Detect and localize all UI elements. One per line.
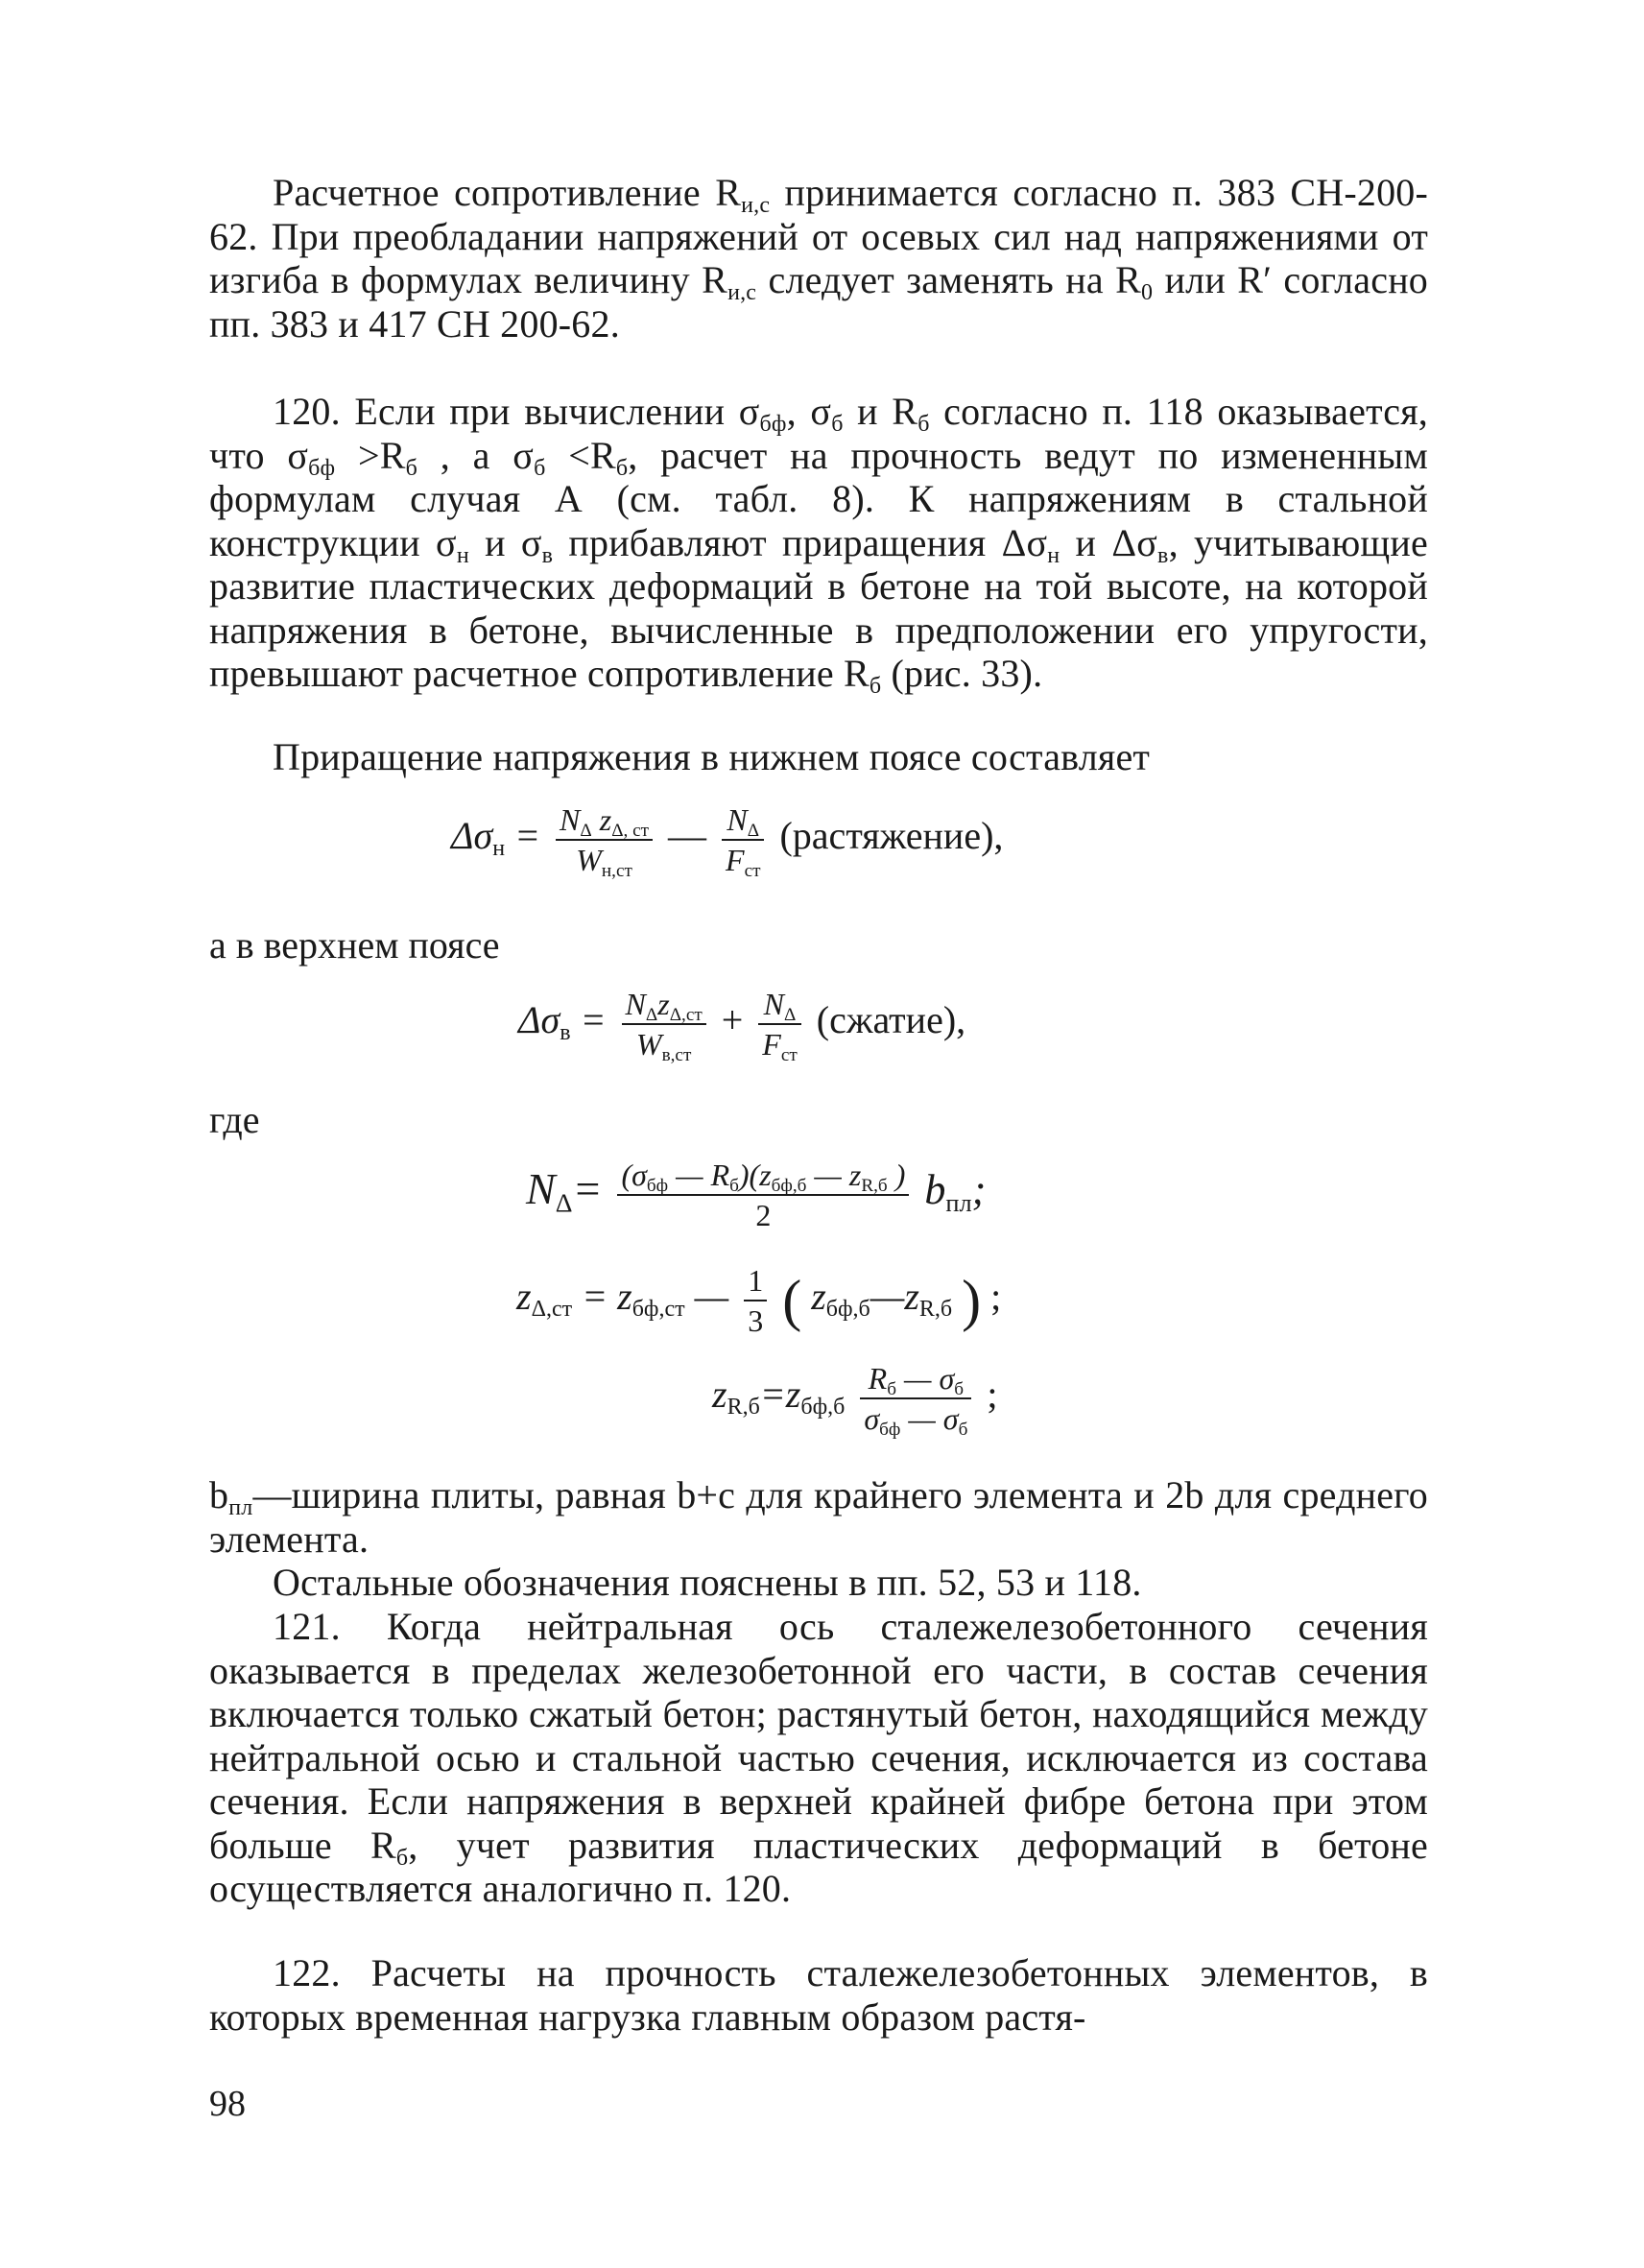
operator: + — [721, 998, 744, 1042]
paragraph-121: 121. Когда нейтральная ось сталежелезобетонного сечения оказывается в пределах железобетонной его части, в состав сечения включается только сжатый бетон; растянутый бетон, находящийся между нейтральной осью и стальной частью сечения, исключается из состава сечения. Если напряжения в верхней крайней фибре бетона при этом больше $R_б$, учет развития пластических деформаций в бетоне осуществляется аналогично п. 120. — [209, 1605, 1428, 1910]
denominator: 3 — [748, 1303, 764, 1338]
paragraph-other-notation: Остальные обозначения пояснены в пп. 52, 53 и 118. — [273, 1561, 1142, 1604]
formula-lhs: $z_{\Delta,ст} = z_{бф,ст}$ — — [516, 1275, 729, 1323]
operator: — — [668, 814, 707, 858]
label-upper-chord: а в верхнем поясе — [209, 923, 500, 967]
fraction — [622, 987, 706, 1065]
paragraph-122: 122. Расчеты на прочность сталежелезобетонных элементов, в которых временная нагрузка главным образом растя- — [209, 1951, 1428, 2039]
denominator: $W_{в,ст}$ — [635, 1027, 692, 1065]
denominator: 2 — [755, 1198, 772, 1232]
formula-z-r — [712, 1361, 998, 1440]
denominator: $W_{н,ст}$ — [576, 843, 632, 881]
formula-lhs: $z_{R,б}=z_{бф,б}$ — [712, 1373, 846, 1420]
paren-close: ) — [962, 1269, 982, 1332]
paragraph-120: 120. Если при вычислении $\sigma_{бф}$, $\sigma_б$ и $R_б$ согласно п. 118 оказывается, что $\sigma_{бф} >R_б$ , а $\sigma_б <R_б$, расчет на прочность ведут по измененным формулам случая А (см. табл. 8). К напряжениям в стальной конструкции $\sigma_н$ и $\sigma_в$ прибавляют приращения $\Delta\sigma_н$ и $\Delta\sigma_в$, учитывающие развитие пластических деформаций в бетоне на той высоте, на которой напряжения в бетоне, вычисленные в предположении его упругости, превышают расчетное сопротивление $R_б$ (рис. 33). — [209, 390, 1428, 700]
numerator: $N_\Delta$ — [722, 804, 764, 841]
formula-n-delta — [526, 1159, 986, 1230]
numerator: ($\sigma_{бф}$ — $R_б)(z_{бф,б}$ — $z_{R,б}$ ) — [617, 1159, 909, 1196]
formula-lhs: $\Delta\sigma_н$ = — [451, 814, 541, 862]
denominator: $F_{ст}$ — [762, 1027, 798, 1065]
paragraph-b-pl: $b_{пл}—ширина$ плиты, равная b+c для крайнего элемента и 2b для среднего элемента. — [209, 1473, 1428, 1561]
numerator: $R_б$ — $\sigma_б$ — [860, 1363, 971, 1399]
formula-lhs: $N_\Delta=$ — [526, 1164, 603, 1218]
formula-z-delta — [516, 1265, 1001, 1336]
fraction — [758, 987, 800, 1065]
paren-content: $z_{бф,б}—z_{R,б}$ — [811, 1275, 953, 1323]
numerator: 1 — [744, 1265, 767, 1301]
numerator: $N_\Delta z_{\Delta,ст}$ — [622, 989, 706, 1025]
fraction — [744, 1265, 767, 1336]
fraction — [617, 1159, 909, 1230]
fraction — [556, 802, 653, 881]
denominator: $F_{ст}$ — [726, 843, 761, 881]
formula-note: (растяжение), — [779, 814, 1004, 858]
formula-lhs: $\Delta\sigma_в$ = — [518, 998, 607, 1046]
page-number: 98 — [209, 2084, 246, 2124]
paragraph-increment-lower: Приращение напряжения в нижнем поясе составляет — [273, 735, 1151, 778]
numerator: $N_\Delta$ — [758, 989, 800, 1025]
numerator: $N_\Delta$ $z_{\Delta, ст}$ — [556, 804, 653, 841]
formula-note: (сжатие), — [816, 998, 966, 1042]
paragraph-design-resistance: Расчетное сопротивление $R_{и,с}$ принимается согласно п. 383 СН-200-62. При преобладании напряжений от осевых сил над напряжениями от изгиба в формулах величину $R_{и,с}$ следует заменять на $R_0$ или R′ согласно пп. 383 и 417 СН 200-62. — [209, 171, 1429, 346]
fraction — [722, 802, 764, 881]
formula-end: ; — [987, 1373, 998, 1417]
formula-delta-sigma-lower — [451, 802, 1004, 881]
paren-open: ( — [782, 1269, 802, 1332]
formula-delta-sigma-upper — [518, 987, 966, 1065]
fraction — [860, 1361, 971, 1440]
formula-end: ; — [990, 1275, 1002, 1319]
formula-rhs: $b_{пл}$; — [924, 1166, 987, 1218]
denominator: $\sigma_{бф}$ — $\sigma_б$ — [864, 1401, 968, 1440]
label-where: где — [209, 1098, 260, 1141]
